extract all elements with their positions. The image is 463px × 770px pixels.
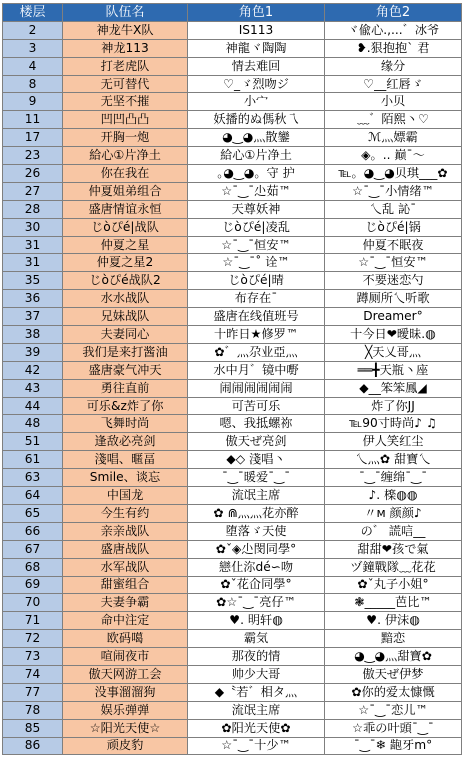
table-row bbox=[3, 737, 462, 755]
role2-cell: ˉ‿ˉ缠绵ˉ‿ˉ bbox=[325, 469, 462, 487]
table-row bbox=[3, 182, 462, 200]
table-row bbox=[3, 129, 462, 147]
role1-cell: ♥. 明轩◍ bbox=[188, 612, 325, 630]
role2-cell: 仲夏不眠夜 bbox=[325, 236, 462, 254]
role1-cell: 那夜的情 bbox=[188, 648, 325, 666]
role1-cell: 小宀 bbox=[188, 93, 325, 111]
header-row bbox=[3, 4, 462, 22]
floor-cell: 51 bbox=[3, 433, 63, 451]
role2-cell: ヅ鐘戰隊﹏花花 bbox=[325, 558, 462, 576]
role1-cell: ✿阳光天使✿ bbox=[188, 719, 325, 737]
team-name-cell: Smile、谈忘 bbox=[63, 469, 188, 487]
team-name-cell: 盛唐豪气冲天 bbox=[63, 361, 188, 379]
team-name-cell: 无可替代 bbox=[63, 75, 188, 93]
role2-cell: ♪. 檪◍◍ bbox=[325, 487, 462, 505]
table-row bbox=[3, 57, 462, 75]
table-row bbox=[3, 21, 462, 39]
table-row bbox=[3, 522, 462, 540]
floor-cell: 73 bbox=[3, 648, 63, 666]
role2-cell: じòぴé|锅 bbox=[325, 218, 462, 236]
table-row bbox=[3, 290, 462, 308]
team-name-cell: 飞舞时尚 bbox=[63, 415, 188, 433]
role2-cell: 乀乱 訫ˉ bbox=[325, 200, 462, 218]
role2-cell: ヾ偸心.,...゛冰爷 bbox=[325, 21, 462, 39]
table-row bbox=[3, 165, 462, 183]
role2-cell: 〃м 颜颜♪ bbox=[325, 504, 462, 522]
role1-cell: ✿ˇ花仚同學° bbox=[188, 576, 325, 594]
team-roster-table bbox=[2, 3, 462, 755]
team-name-cell: 夫妻争霸 bbox=[63, 594, 188, 612]
team-name-cell: 亲亲战队 bbox=[63, 522, 188, 540]
role2-cell: ◈。.. 巅ˉ〜 bbox=[325, 147, 462, 165]
table-row bbox=[3, 39, 462, 57]
floor-cell: 77 bbox=[3, 683, 63, 701]
floor-cell: 78 bbox=[3, 701, 63, 719]
role1-cell: ☆ˉ‿ˉ恒安™ bbox=[188, 236, 325, 254]
floor-cell: 31 bbox=[3, 254, 63, 272]
floor-cell: 11 bbox=[3, 111, 63, 129]
role1-cell: 給心①片净土 bbox=[188, 147, 325, 165]
role1-cell: 堕落ゞ天使 bbox=[188, 522, 325, 540]
team-name-cell: 仲夏之星 bbox=[63, 236, 188, 254]
table-row bbox=[3, 236, 462, 254]
table-row bbox=[3, 361, 462, 379]
role1-cell: ✿☆ˉ‿ˉ亮仔™ bbox=[188, 594, 325, 612]
table-row bbox=[3, 433, 462, 451]
floor-cell: 86 bbox=[3, 737, 63, 755]
role2-cell: ℡90寸時尚♪ ♫ bbox=[325, 415, 462, 433]
role2-cell: ☆ˉ‿ˉ小情绪™ bbox=[325, 182, 462, 200]
role2-cell: ☆ˉ‿ˉ恋儿™ bbox=[325, 701, 462, 719]
role1-cell: 布存在ˉ bbox=[188, 290, 325, 308]
table-row bbox=[3, 200, 462, 218]
floor-cell: 37 bbox=[3, 308, 63, 326]
table-row bbox=[3, 648, 462, 666]
floor-cell: 38 bbox=[3, 326, 63, 344]
floor-cell: 67 bbox=[3, 540, 63, 558]
floor-column-header: 楼层 bbox=[3, 4, 63, 22]
role1-cell: ☆ˉ‿ˉ尐茹™ bbox=[188, 182, 325, 200]
table-row bbox=[3, 612, 462, 630]
team-name-cell: 娱乐弹弹 bbox=[63, 701, 188, 719]
role2-cell: 伊人笑红尘 bbox=[325, 433, 462, 451]
floor-cell: 26 bbox=[3, 165, 63, 183]
table-row bbox=[3, 75, 462, 93]
team-name-cell: 逢敌必亮剑 bbox=[63, 433, 188, 451]
role1-cell: 嗯、我抵螺祢 bbox=[188, 415, 325, 433]
team-name-cell: 你在我在 bbox=[63, 165, 188, 183]
floor-cell: 63 bbox=[3, 469, 63, 487]
role1-cell: じòぴé|凌乱 bbox=[188, 218, 325, 236]
team-name-cell: 今生有约 bbox=[63, 504, 188, 522]
floor-cell: 28 bbox=[3, 200, 63, 218]
floor-cell: 61 bbox=[3, 451, 63, 469]
floor-cell: 4 bbox=[3, 57, 63, 75]
role2-cell: ♥. 伊沫◍ bbox=[325, 612, 462, 630]
table-row bbox=[3, 719, 462, 737]
role2-cell: ☆ˉ‿ˉ恒安™ bbox=[325, 254, 462, 272]
role1-cell: 流氓主席 bbox=[188, 701, 325, 719]
role2-cell: ✿你的爱太慷慨 bbox=[325, 683, 462, 701]
role2-cell: ❃_____芭比™ bbox=[325, 594, 462, 612]
role1-cell: ✿ ⋒灬灬花亦醉 bbox=[188, 504, 325, 522]
floor-cell: 31 bbox=[3, 236, 63, 254]
role2-column-header: 角色2 bbox=[325, 4, 462, 22]
role1-cell: 十昨日★修罗™ bbox=[188, 326, 325, 344]
team-name-cell: 仲夏之星2 bbox=[63, 254, 188, 272]
team-name-cell: 无坚不摧 bbox=[63, 93, 188, 111]
team-name-cell: 盛唐情谊永恒 bbox=[63, 200, 188, 218]
team-name-cell: 兄妹战队 bbox=[63, 308, 188, 326]
team-name-cell: ☆阳光天使☆ bbox=[63, 719, 188, 737]
team-name-cell: 命中注定 bbox=[63, 612, 188, 630]
role1-cell: 霸気 bbox=[188, 630, 325, 648]
floor-cell: 3 bbox=[3, 39, 63, 57]
table-row bbox=[3, 415, 462, 433]
table-row bbox=[3, 308, 462, 326]
floor-cell: 9 bbox=[3, 93, 63, 111]
team-name-cell: 神龙牛X队 bbox=[63, 21, 188, 39]
floor-cell: 70 bbox=[3, 594, 63, 612]
role1-cell: 戀仩沵dé∽吻 bbox=[188, 558, 325, 576]
floor-cell: 8 bbox=[3, 75, 63, 93]
role1-cell: ◆〝若゛相タ灬 bbox=[188, 683, 325, 701]
role1-cell: 天尊妖神 bbox=[188, 200, 325, 218]
floor-cell: 44 bbox=[3, 397, 63, 415]
role2-cell: 甜甜❤孩で氣 bbox=[325, 540, 462, 558]
role1-cell: 神龍ヾ陶陶 bbox=[188, 39, 325, 57]
role2-cell: ◕‿◕灬甜寶✿ bbox=[325, 648, 462, 666]
table-row bbox=[3, 701, 462, 719]
role2-cell: 乀灬✿ 甜寶乀 bbox=[325, 451, 462, 469]
team-name-cell: 夫妻同心 bbox=[63, 326, 188, 344]
role2-cell: 小贝 bbox=[325, 93, 462, 111]
team-name-cell: 喧闹夜市 bbox=[63, 648, 188, 666]
team-name-cell: 顽皮豹 bbox=[63, 737, 188, 755]
role2-cell: Dreamer° bbox=[325, 308, 462, 326]
role1-cell: 傲天ぜ亮剑 bbox=[188, 433, 325, 451]
role1-cell: 盛唐在线值班号 bbox=[188, 308, 325, 326]
role1-cell: 流氓主席 bbox=[188, 487, 325, 505]
table-row bbox=[3, 272, 462, 290]
floor-cell: 65 bbox=[3, 504, 63, 522]
floor-cell: 39 bbox=[3, 343, 63, 361]
role2-cell: の゛ 謊唁__ bbox=[325, 522, 462, 540]
table-row bbox=[3, 147, 462, 165]
role2-cell: 蹲厕所乀听歌 bbox=[325, 290, 462, 308]
table-body bbox=[3, 21, 462, 755]
role1-cell: ◆◇ 淺唱丶 bbox=[188, 451, 325, 469]
table-row bbox=[3, 254, 462, 272]
role2-cell: ❥.狠抱抱` 君 bbox=[325, 39, 462, 57]
floor-cell: 66 bbox=[3, 522, 63, 540]
table-row bbox=[3, 665, 462, 683]
floor-cell: 23 bbox=[3, 147, 63, 165]
team-name-cell: 傲天网游工会 bbox=[63, 665, 188, 683]
floor-cell: 64 bbox=[3, 487, 63, 505]
table-row bbox=[3, 218, 462, 236]
role1-cell: ☆ˉ‿ˉ˚ 诠™ bbox=[188, 254, 325, 272]
table-row bbox=[3, 630, 462, 648]
role2-cell: ✿ˇ丸子小姐° bbox=[325, 576, 462, 594]
role2-cell: ℳ灬嫖霸 bbox=[325, 129, 462, 147]
role2-cell: 傲天ぜ伊梦 bbox=[325, 665, 462, 683]
floor-cell: 17 bbox=[3, 129, 63, 147]
role2-cell: ╳天乂哥灬 bbox=[325, 343, 462, 361]
role1-cell: ☆ˉ‿ˉ十少™ bbox=[188, 737, 325, 755]
table-row bbox=[3, 93, 462, 111]
role1-cell: ✿ˇ◈尐閔同學° bbox=[188, 540, 325, 558]
table-row bbox=[3, 683, 462, 701]
table-row bbox=[3, 111, 462, 129]
table-row bbox=[3, 594, 462, 612]
team-name-cell: 勇往直前 bbox=[63, 379, 188, 397]
team-name-cell: 甜蜜组合 bbox=[63, 576, 188, 594]
team-name-cell: 打老虎队 bbox=[63, 57, 188, 75]
team-name-cell: 中国龙 bbox=[63, 487, 188, 505]
team-column-header: 队伍名 bbox=[63, 4, 188, 22]
team-name-cell: 可乐&z炸了你 bbox=[63, 397, 188, 415]
role2-cell: 黯恋 bbox=[325, 630, 462, 648]
table-row bbox=[3, 540, 462, 558]
floor-cell: 48 bbox=[3, 415, 63, 433]
team-name-cell: 我们是来打酱油 bbox=[63, 343, 188, 361]
table-row bbox=[3, 576, 462, 594]
team-name-cell: 开胸一炮 bbox=[63, 129, 188, 147]
table-row bbox=[3, 397, 462, 415]
table-row bbox=[3, 451, 462, 469]
team-name-cell: じòぴé战队2 bbox=[63, 272, 188, 290]
role1-cell: ✿゛灬尕业亞灬 bbox=[188, 343, 325, 361]
role1-cell: 可苦可乐 bbox=[188, 397, 325, 415]
role1-cell: 闹闹闹闹闹闹 bbox=[188, 379, 325, 397]
floor-cell: 27 bbox=[3, 182, 63, 200]
table-row bbox=[3, 343, 462, 361]
floor-cell: 2 bbox=[3, 21, 63, 39]
team-name-cell: 欧码噶 bbox=[63, 630, 188, 648]
floor-cell: 71 bbox=[3, 612, 63, 630]
table-row bbox=[3, 326, 462, 344]
team-name-cell: 神龙113 bbox=[63, 39, 188, 57]
floor-cell: 43 bbox=[3, 379, 63, 397]
role2-cell: ══╋天瓶丶座 bbox=[325, 361, 462, 379]
floor-cell: 42 bbox=[3, 361, 63, 379]
team-name-cell: 仲夏姐弟组合 bbox=[63, 182, 188, 200]
role1-column-header: 角色1 bbox=[188, 4, 325, 22]
role2-cell: 不要迷恋勺 bbox=[325, 272, 462, 290]
role1-cell: 水中月゛镜中嘢 bbox=[188, 361, 325, 379]
team-name-cell: 給心①片净土 bbox=[63, 147, 188, 165]
role2-cell: ﹏゛陌熙丶♡ bbox=[325, 111, 462, 129]
team-name-cell: 盛唐战队 bbox=[63, 540, 188, 558]
team-name-cell: 水军战队 bbox=[63, 558, 188, 576]
floor-cell: 30 bbox=[3, 218, 63, 236]
floor-cell: 69 bbox=[3, 576, 63, 594]
table-row bbox=[3, 469, 462, 487]
role2-cell: 缘分 bbox=[325, 57, 462, 75]
table-row bbox=[3, 487, 462, 505]
role1-cell: IS113 bbox=[188, 21, 325, 39]
table-row bbox=[3, 504, 462, 522]
floor-cell: 35 bbox=[3, 272, 63, 290]
floor-cell: 72 bbox=[3, 630, 63, 648]
role1-cell: ˉ‿ˉ暖爱ˉ‿ˉ bbox=[188, 469, 325, 487]
floor-cell: 68 bbox=[3, 558, 63, 576]
role2-cell: 炸了你JJ bbox=[325, 397, 462, 415]
team-name-cell: 凹凹凸凸 bbox=[63, 111, 188, 129]
role2-cell: ˉ‿ˉ❄ 龅牙m° bbox=[325, 737, 462, 755]
role2-cell: ☆乖の叶頭ˉ‿ˉ bbox=[325, 719, 462, 737]
role1-cell: 妖播的ぬ傌秋乁 bbox=[188, 111, 325, 129]
team-name-cell: 淺唱、暱畐 bbox=[63, 451, 188, 469]
role2-cell: ♡__红唇ゞ bbox=[325, 75, 462, 93]
role1-cell: じòぴé|晴 bbox=[188, 272, 325, 290]
role1-cell: ◕‿◕灬散鑾 bbox=[188, 129, 325, 147]
role1-cell: 帅少大哥 bbox=[188, 665, 325, 683]
team-name-cell: 水水战队 bbox=[63, 290, 188, 308]
floor-cell: 85 bbox=[3, 719, 63, 737]
table-row bbox=[3, 379, 462, 397]
floor-cell: 74 bbox=[3, 665, 63, 683]
floor-cell: 36 bbox=[3, 290, 63, 308]
role1-cell: ♡_ゞ烈吻ジ bbox=[188, 75, 325, 93]
role2-cell: 十今日❤曖昧.◍ bbox=[325, 326, 462, 344]
role1-cell: ｡◕‿◕。守 护 bbox=[188, 165, 325, 183]
table-row bbox=[3, 558, 462, 576]
team-name-cell: 没事溜溜狗 bbox=[63, 683, 188, 701]
role2-cell: ℡。◕‿◕贝琪___✿ bbox=[325, 165, 462, 183]
role1-cell: 情去难回 bbox=[188, 57, 325, 75]
role2-cell: ◆__笨笨鳳◢ bbox=[325, 379, 462, 397]
team-name-cell: じòぴé|战队 bbox=[63, 218, 188, 236]
